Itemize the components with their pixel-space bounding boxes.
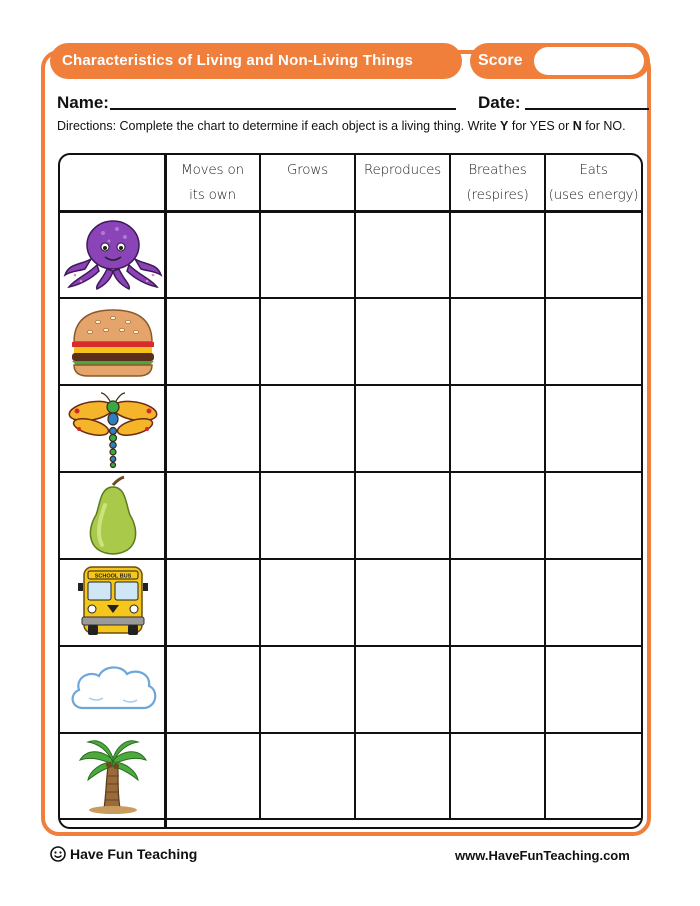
name-label: Name: xyxy=(57,93,109,112)
answer-cell-eats[interactable] xyxy=(546,560,641,645)
date-label: Date: xyxy=(478,93,521,112)
score-label: Score xyxy=(478,52,523,69)
worksheet-title: Characteristics of Living and Non-Living Things xyxy=(50,43,462,79)
answer-cell-reproduces[interactable] xyxy=(356,560,449,645)
column-header-moves: Moves on its own xyxy=(181,162,244,203)
answer-cell-grows[interactable] xyxy=(261,299,354,384)
answer-cell-eats[interactable] xyxy=(546,473,641,558)
score-field[interactable] xyxy=(534,47,644,75)
answer-cell-reproduces[interactable] xyxy=(356,647,449,732)
name-field[interactable] xyxy=(110,108,456,110)
footer-brand-text: Have Fun Teaching xyxy=(70,846,198,862)
school-bus-sign: SCHOOL BUS xyxy=(94,573,131,579)
answer-cell-grows[interactable] xyxy=(261,647,354,732)
answer-cell-moves[interactable] xyxy=(166,647,259,732)
pear-image xyxy=(60,473,165,558)
answer-cell-moves[interactable] xyxy=(166,299,259,384)
dragonfly-image xyxy=(60,386,165,471)
answer-cell-breathes[interactable] xyxy=(451,734,544,818)
answer-cell-breathes[interactable] xyxy=(451,473,544,558)
answer-cell-reproduces[interactable] xyxy=(356,473,449,558)
answer-cell-reproduces[interactable] xyxy=(356,734,449,818)
hamburger-image xyxy=(60,299,165,384)
answer-cell-breathes[interactable] xyxy=(451,213,544,297)
row-divider xyxy=(60,818,641,820)
column-header-eats: Eats (uses energy) xyxy=(548,162,639,203)
footer-brand xyxy=(50,846,197,862)
date-field[interactable] xyxy=(525,108,649,110)
answer-cell-grows[interactable] xyxy=(261,213,354,297)
answer-cell-eats[interactable] xyxy=(546,386,641,471)
answer-cell-moves[interactable] xyxy=(166,734,259,818)
answer-cell-reproduces[interactable] xyxy=(356,386,449,471)
answer-cell-moves[interactable] xyxy=(166,560,259,645)
answer-cell-eats[interactable] xyxy=(546,299,641,384)
answer-cell-moves[interactable] xyxy=(166,473,259,558)
school-bus-image xyxy=(60,560,165,645)
column-header-breathes: Breathes (respires) xyxy=(466,162,529,203)
answer-cell-grows[interactable] xyxy=(261,473,354,558)
answer-cell-moves[interactable] xyxy=(166,386,259,471)
answer-cell-moves[interactable] xyxy=(166,213,259,297)
answer-cell-grows[interactable] xyxy=(261,734,354,818)
cloud-image xyxy=(60,647,165,732)
directions-text: Directions: Complete the chart to determine if each object is a living thing. Write Y for YES or N for NO. xyxy=(57,119,626,133)
smiley-logo-icon xyxy=(50,846,66,862)
answer-cell-reproduces[interactable] xyxy=(356,213,449,297)
octopus-image xyxy=(60,213,165,297)
answer-cell-breathes[interactable] xyxy=(451,647,544,732)
palm-tree-image xyxy=(60,734,165,818)
answer-cell-breathes[interactable] xyxy=(451,560,544,645)
answer-cell-eats[interactable] xyxy=(546,647,641,732)
column-header-reproduces: Reproduces xyxy=(363,162,442,178)
answer-cell-breathes[interactable] xyxy=(451,299,544,384)
answer-cell-grows[interactable] xyxy=(261,386,354,471)
answer-cell-eats[interactable] xyxy=(546,213,641,297)
answer-cell-eats[interactable] xyxy=(546,734,641,818)
answer-cell-grows[interactable] xyxy=(261,560,354,645)
answer-cell-breathes[interactable] xyxy=(451,386,544,471)
footer-url[interactable]: www.HaveFunTeaching.com xyxy=(455,848,630,863)
column-header-grows: Grows xyxy=(286,162,329,178)
answer-cell-reproduces[interactable] xyxy=(356,299,449,384)
